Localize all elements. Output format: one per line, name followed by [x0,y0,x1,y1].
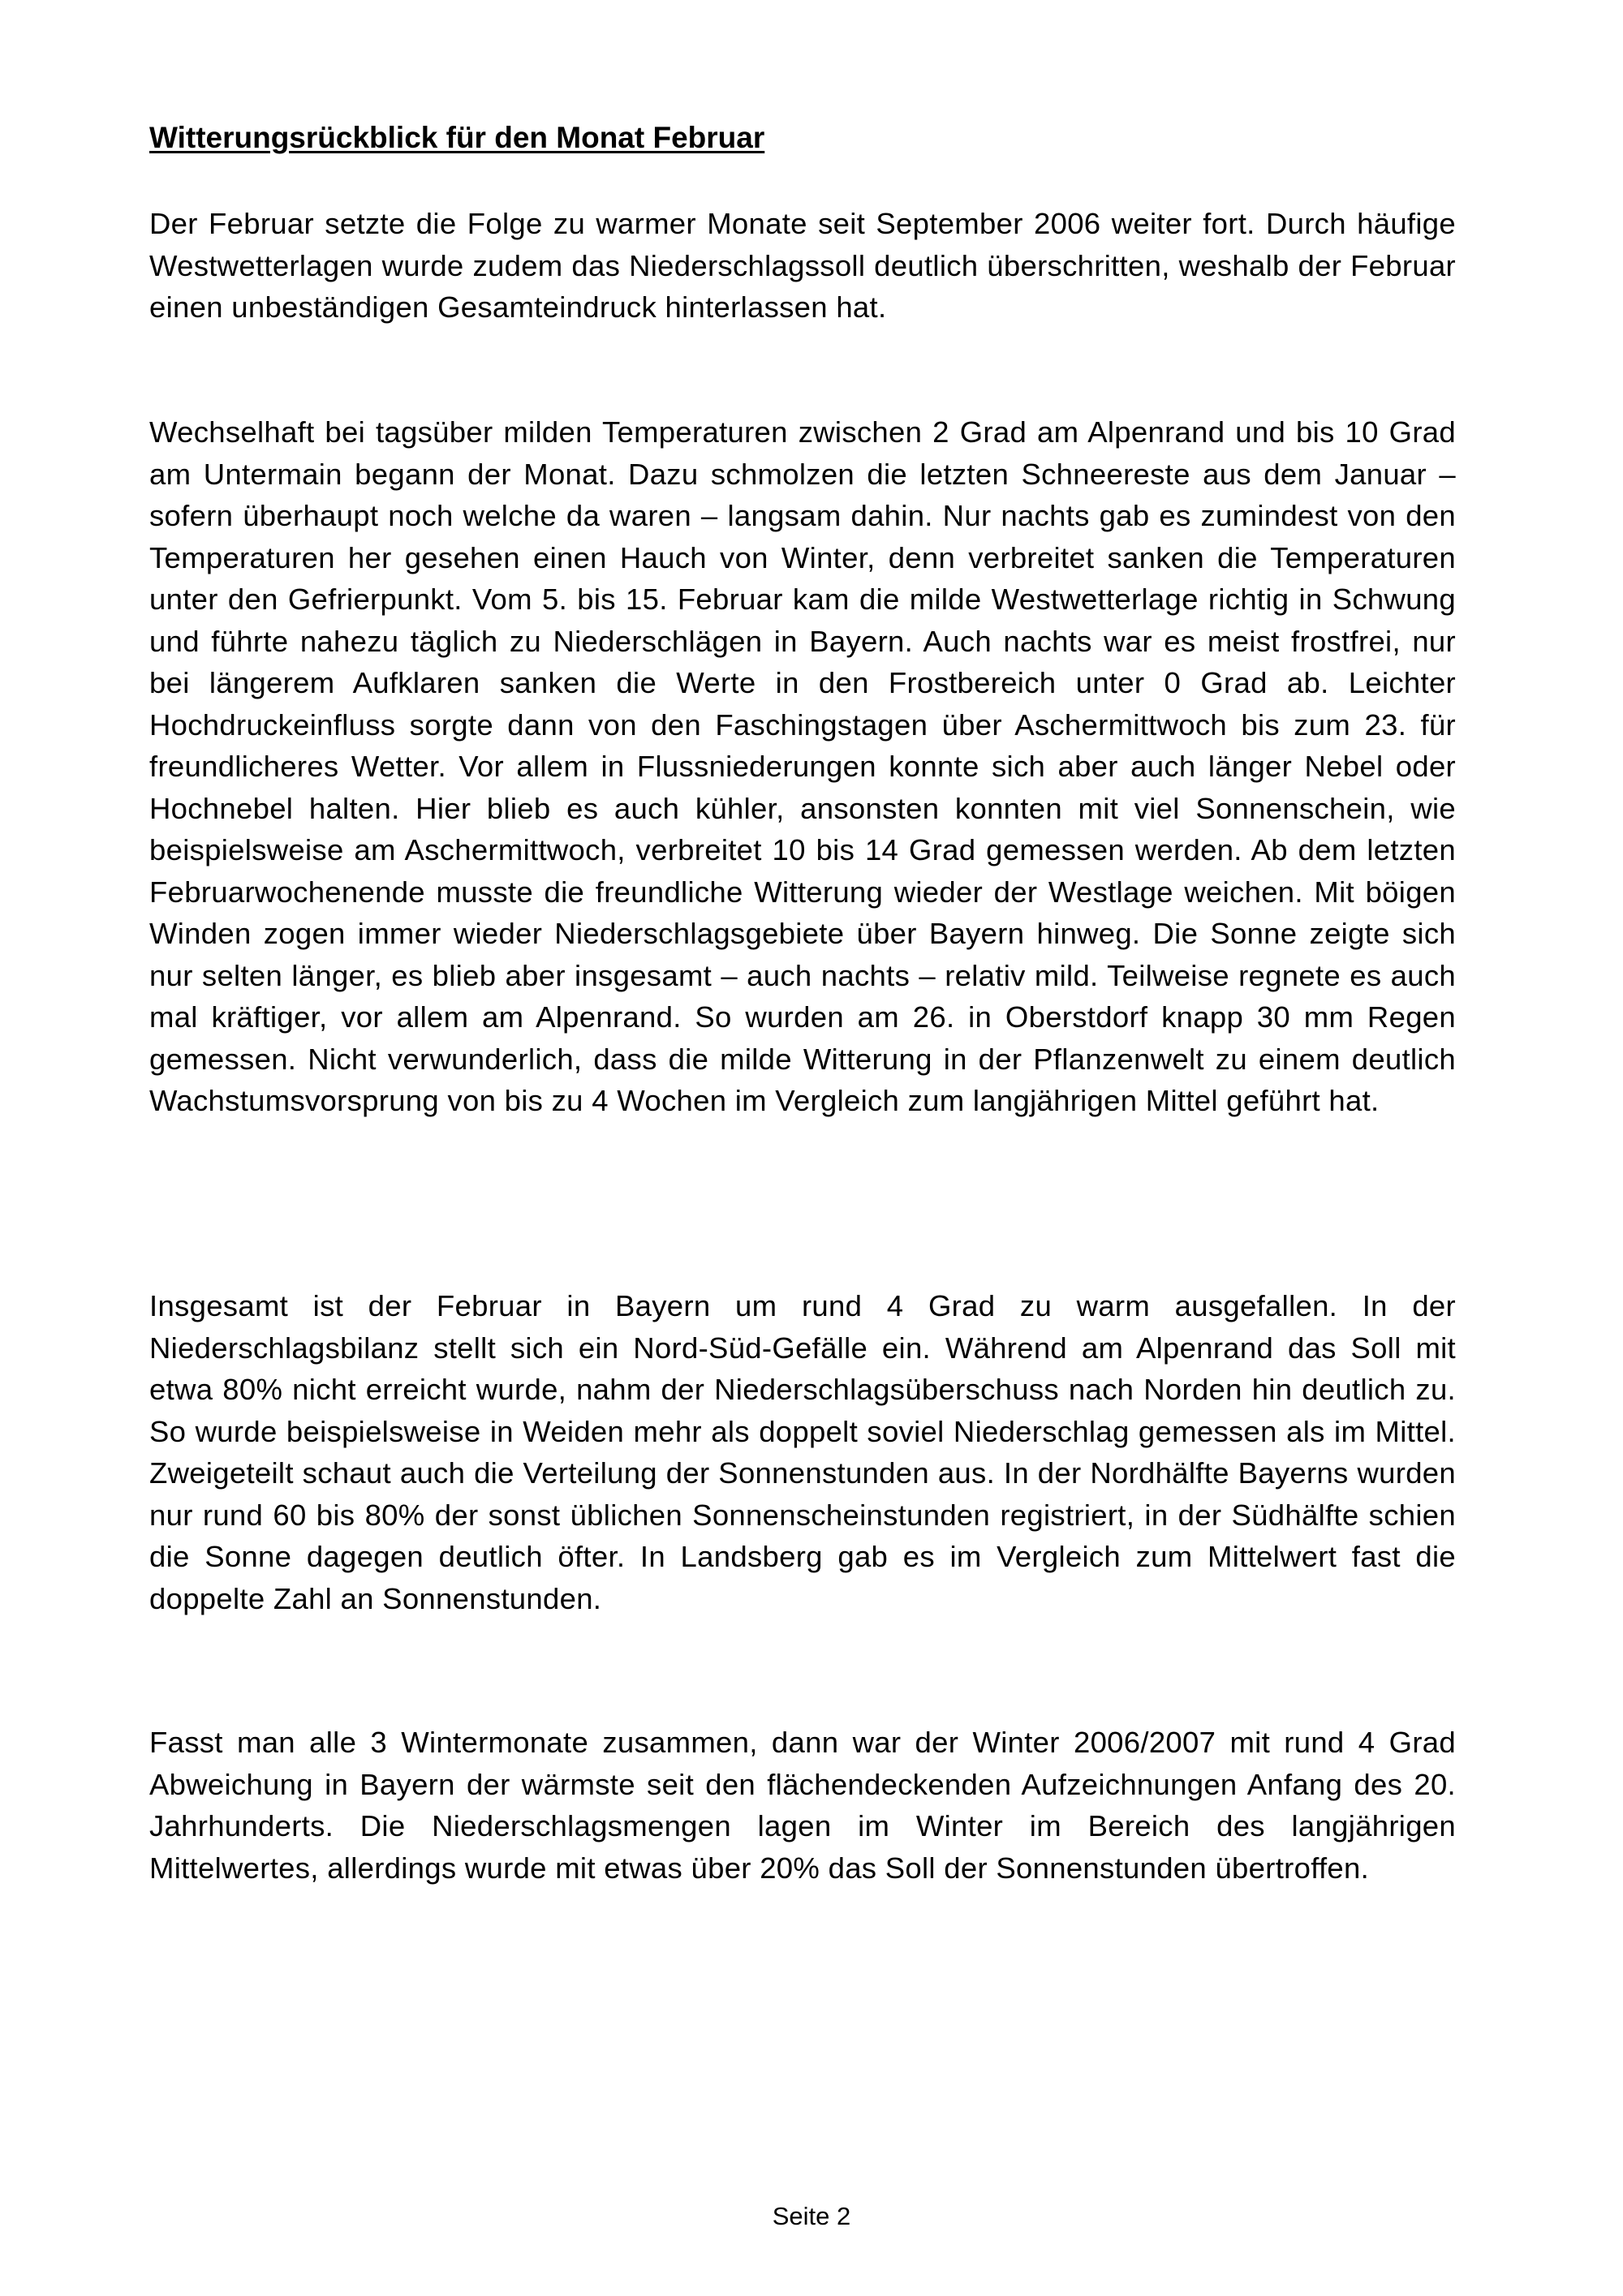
paragraph-weather-course: Wechselhaft bei tagsüber milden Temperaturen zwischen 2 Grad am Alpenrand und bis 10 Grad am Untermain begann der Monat. Dazu schmolzen die letzten Schneereste aus dem Januar – sofern überhaupt noch welche da waren – langsam dahin. Nur nachts gab es zumindest von den Temperaturen her gesehen einen Hauch von Winter, denn verbreitet sanken die Temperaturen unter den Gefrierpunkt. Vom 5. bis 15. Februar kam die milde Westwetterlage richtig in Schwung und führte nahezu täglich zu Niederschlägen in Bayern. Auch nachts war es meist frostfrei, nur bei längerem Aufklaren sanken die Werte in den Frostbereich unter 0 Grad ab. Leichter Hochdruckeinfluss sorgte dann von den Faschingstagen über Aschermittwoch bis zum 23. für freundlicheres Wetter. Vor allem in Flussniederungen konnte sich aber auch länger Nebel oder Hochnebel halten. Hier blieb es auch kühler, ansonsten konnten mit viel Sonnenschein, wie beispielsweise am Aschermittwoch, verbreitet 10 bis 14 Grad gemessen werden. Ab dem letzten Februarwochenende musste die freundliche Witterung wieder der Westlage weichen. Mit böigen Winden zogen immer wieder Niederschlagsgebiete über Bayern hinweg. Die Sonne zeigte sich nur selten länger, es blieb aber insgesamt – auch nachts – relativ mild. Teilweise regnete es auch mal kräftiger, vor allem am Alpenrand. So wurden am 26. in Oberstdorf knapp 30 mm Regen gemessen. Nicht verwunderlich, dass die milde Witterung in der Pflanzenwelt zu einem deutlich Wachstumsvorsprung von bis zu 4 Wochen im Vergleich zum langjährigen Mittel geführt hat. [149,415,1456,1117]
paragraph-winter-summary: Fasst man alle 3 Wintermonate zusammen, dann war der Winter 2006/2007 mit rund 4 Grad Abweichung in Bayern der wärmste seit den flächendeckenden Aufzeichnungen Anfang des 20. Jahrhunderts. Die Niederschlagsmengen lagen im Winter im Bereich des langjährigen Mittelwertes, allerdings wurde mit etwas über 20% das Soll der Sonnenstunden übertroffen. [149,1726,1456,1885]
document-title: Witterungsrückblick für den Monat Februar [149,121,765,154]
page-number: Seite 2 [772,2202,851,2230]
paragraph-summary-february: Insgesamt ist der Februar in Bayern um rund 4 Grad zu warm ausgefallen. In der Niederschlagsbilanz stellt sich ein Nord-Süd-Gefälle ein. Während am Alpenrand das Soll mit etwa 80% nicht erreicht wurde, nahm der Niederschlagsüberschuss nach Norden hin deutlich zu. So wurde beispielsweise in Weiden mehr als doppelt soviel Niederschlag gemessen als im Mittel. Zweigeteilt schaut auch die Verteilung der Sonnenstunden aus. In der Nordhälfte Bayerns wurden nur rund 60 bis 80% der sonst üblichen Sonnenscheinstunden registriert, in der Südhälfte schien die Sonne dagegen deutlich öfter. In Landsberg gab es im Vergleich zum Mittelwert fast die doppelte Zahl an Sonnenstunden. [149,1289,1456,1615]
paragraph-intro: Der Februar setzte die Folge zu warmer Monate seit September 2006 weiter fort. Durch häufige Westwetterlagen wurde zudem das Niederschlagssoll deutlich überschritten, weshalb der Februar einen unbeständigen Gesamteindruck hinterlassen hat. [149,207,1456,324]
